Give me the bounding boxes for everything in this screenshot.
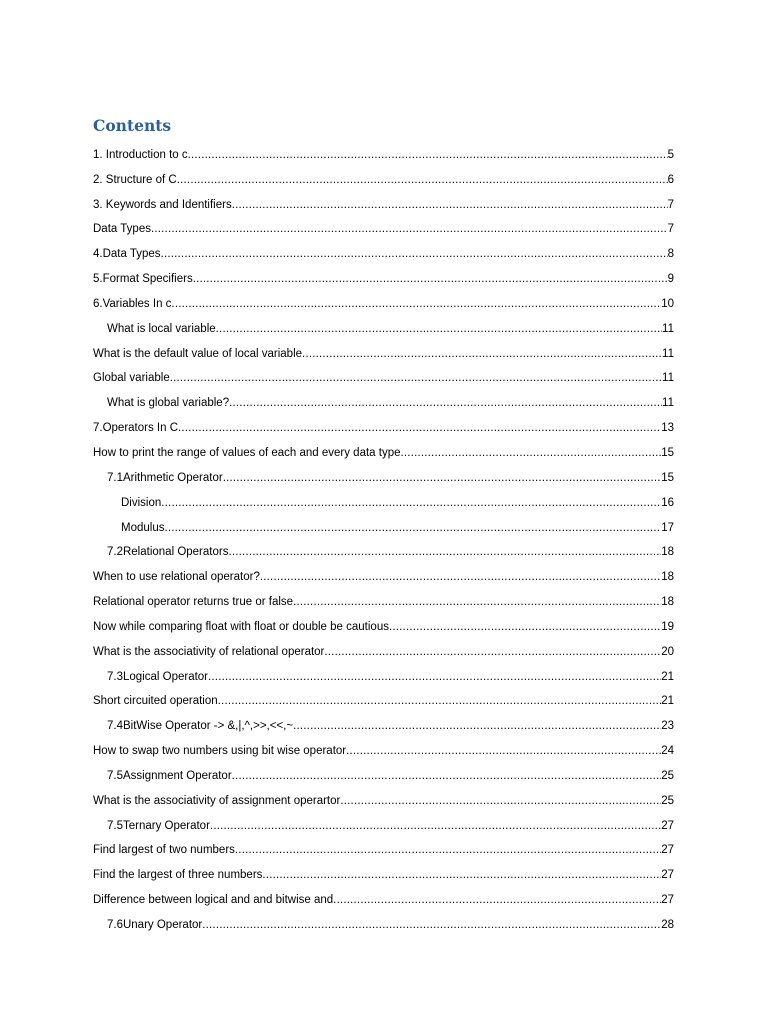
toc-entry[interactable] — [93, 312, 674, 337]
toc-dot-leader — [346, 744, 661, 759]
toc-dot-leader — [228, 545, 661, 560]
toc-entry-title[interactable]: Relational operator returns true or false — [93, 596, 294, 609]
toc-entry-page-number[interactable]: 20 — [661, 645, 674, 658]
toc-entry-page-number[interactable]: 6 — [667, 173, 674, 186]
toc-dot-leader — [293, 719, 661, 734]
toc-entry[interactable] — [93, 237, 674, 262]
table-of-contents — [93, 138, 674, 933]
toc-entry-page-number[interactable]: 19 — [661, 620, 674, 633]
toc-dot-leader — [171, 297, 661, 312]
toc-entry[interactable] — [93, 734, 674, 759]
toc-dot-leader — [262, 868, 661, 883]
toc-entry-title[interactable]: 1. Introduction to c — [93, 148, 188, 161]
toc-entry-title[interactable]: Short circuited operation — [93, 695, 218, 708]
toc-entry-page-number[interactable]: 11 — [662, 347, 674, 360]
toc-entry-page-number[interactable]: 13 — [661, 422, 674, 435]
toc-entry[interactable] — [93, 635, 674, 660]
toc-dot-leader — [151, 222, 668, 237]
toc-dot-leader — [223, 471, 662, 486]
toc-entry-page-number[interactable]: 11 — [662, 397, 674, 410]
toc-entry-page-number[interactable]: 17 — [661, 521, 674, 534]
toc-dot-leader — [210, 819, 661, 834]
toc-dot-leader — [293, 595, 661, 610]
toc-dot-leader — [202, 918, 661, 933]
toc-entry-page-number[interactable]: 21 — [661, 670, 674, 683]
toc-entry-title[interactable]: Global variable — [93, 372, 170, 385]
toc-entry-page-number[interactable]: 18 — [661, 546, 674, 559]
toc-entry-page-number[interactable]: 15 — [661, 471, 674, 484]
toc-entry[interactable] — [93, 784, 674, 809]
toc-entry-title[interactable]: 7.4BitWise Operator -> &,|,^,>>,<<,~ — [107, 720, 294, 733]
toc-dot-leader — [235, 843, 661, 858]
toc-dot-leader — [260, 570, 661, 585]
toc-entry-title[interactable]: 5.Format Specifiers — [93, 273, 193, 286]
toc-entry-title[interactable]: How to print the range of values of each and every data type — [93, 446, 401, 459]
toc-entry-title[interactable]: Find largest of two numbers — [93, 844, 235, 857]
toc-entry-title[interactable]: 4.Data Types — [93, 248, 161, 261]
toc-entry-page-number[interactable]: 15 — [661, 446, 674, 459]
toc-entry[interactable] — [93, 685, 674, 710]
toc-dot-leader — [389, 620, 661, 635]
toc-entry-page-number[interactable]: 16 — [661, 496, 674, 509]
toc-entry[interactable] — [93, 138, 674, 163]
toc-dot-leader — [164, 521, 661, 536]
toc-dot-leader — [161, 496, 661, 511]
toc-dot-leader — [324, 645, 661, 660]
toc-dot-leader — [188, 148, 668, 163]
toc-entry-title[interactable]: 3. Keywords and Identifiers — [93, 198, 232, 211]
toc-entry[interactable] — [93, 386, 674, 411]
toc-dot-leader — [161, 247, 668, 262]
toc-entry[interactable] — [93, 536, 674, 561]
toc-entry-page-number[interactable]: 21 — [661, 695, 674, 708]
toc-entry[interactable] — [93, 337, 674, 362]
toc-dot-leader — [208, 670, 661, 685]
toc-entry[interactable] — [93, 759, 674, 784]
toc-dot-leader — [302, 347, 662, 362]
toc-entry-page-number[interactable]: 7 — [667, 223, 674, 236]
toc-entry[interactable] — [93, 436, 674, 461]
toc-entry-title[interactable]: Difference between logical and and bitwise and — [93, 894, 334, 907]
toc-entry-title[interactable]: What is the associativity of relational operator — [93, 645, 325, 658]
toc-dot-leader — [216, 322, 662, 337]
toc-dot-leader — [333, 893, 661, 908]
toc-entry-title[interactable]: Division — [121, 496, 162, 509]
toc-entry-title[interactable]: When to use relational operator? — [93, 571, 260, 584]
toc-entry-title[interactable]: What is global variable? — [107, 397, 230, 410]
toc-entry-title[interactable]: 7.5Assignment Operator — [107, 769, 232, 782]
toc-entry-page-number[interactable]: 27 — [661, 819, 674, 832]
toc-entry-title[interactable]: How to swap two numbers using bit wise operator — [93, 745, 347, 758]
toc-entry-page-number[interactable]: 18 — [661, 571, 674, 584]
toc-dot-leader — [177, 173, 668, 188]
toc-entry-page-number[interactable]: 23 — [661, 720, 674, 733]
toc-dot-leader — [232, 198, 668, 213]
toc-entry-title[interactable]: 7.1Arithmetic Operator — [107, 471, 223, 484]
toc-entry-page-number[interactable]: 7 — [667, 198, 674, 211]
toc-entry[interactable] — [93, 511, 674, 536]
toc-entry-title[interactable]: 7.3Logical Operator — [107, 670, 209, 683]
toc-entry-page-number[interactable]: 25 — [661, 769, 674, 782]
toc-entry-page-number[interactable]: 24 — [661, 745, 674, 758]
toc-entry-page-number[interactable]: 27 — [661, 844, 674, 857]
toc-entry[interactable] — [93, 660, 674, 685]
toc-entry-page-number[interactable]: 25 — [661, 794, 674, 807]
toc-entry[interactable] — [93, 809, 674, 834]
toc-entry-page-number[interactable]: 27 — [661, 869, 674, 882]
toc-entry-page-number[interactable]: 18 — [661, 596, 674, 609]
toc-entry[interactable] — [93, 585, 674, 610]
toc-entry[interactable] — [93, 486, 674, 511]
toc-entry-page-number[interactable]: 27 — [661, 894, 674, 907]
toc-entry-title[interactable]: 7.2Relational Operators — [107, 546, 229, 559]
toc-dot-leader — [340, 794, 661, 809]
toc-entry[interactable] — [93, 709, 674, 734]
toc-dot-leader — [170, 371, 662, 386]
toc-dot-leader — [193, 272, 668, 287]
toc-entry-page-number[interactable]: 5 — [667, 148, 674, 161]
toc-entry[interactable] — [93, 908, 674, 933]
toc-entry[interactable] — [93, 188, 674, 213]
toc-entry-page-number[interactable]: 9 — [667, 273, 674, 286]
toc-heading: Contents — [93, 116, 172, 135]
toc-entry-page-number[interactable]: 10 — [661, 297, 674, 310]
toc-entry-title[interactable]: Data Types — [93, 223, 151, 236]
toc-entry-title[interactable]: What is the default value of local variable — [93, 347, 303, 360]
toc-entry-title[interactable]: What is the associativity of assignment operartor — [93, 794, 341, 807]
toc-entry-page-number[interactable]: 28 — [661, 919, 674, 931]
toc-entry[interactable] — [93, 858, 674, 883]
toc-entry-title[interactable]: What is local variable — [107, 322, 216, 335]
toc-dot-leader — [229, 396, 662, 411]
toc-dot-leader — [218, 694, 662, 709]
toc-entry[interactable] — [93, 560, 674, 585]
toc-entry-title[interactable]: Find the largest of three numbers — [93, 869, 263, 882]
toc-entry[interactable] — [93, 461, 674, 486]
toc-dot-leader — [178, 421, 661, 436]
toc-entry-page-number[interactable]: 11 — [662, 372, 674, 385]
toc-entry[interactable] — [93, 287, 674, 312]
toc-entry[interactable] — [93, 834, 674, 859]
toc-entry[interactable] — [93, 163, 674, 188]
toc-entry[interactable] — [93, 883, 674, 908]
toc-entry-title[interactable]: 7.5Ternary Operator — [107, 819, 210, 832]
toc-entry-title[interactable]: 7.Operators In C — [93, 422, 179, 435]
toc-entry[interactable] — [93, 262, 674, 287]
toc-entry[interactable] — [93, 213, 674, 238]
toc-dot-leader — [401, 446, 662, 461]
toc-entry-title[interactable]: 6.Variables In c — [93, 297, 172, 310]
toc-entry[interactable] — [93, 610, 674, 635]
toc-dot-leader — [232, 769, 662, 784]
toc-entry[interactable] — [93, 411, 674, 436]
toc-entry-title[interactable]: Now while comparing float with float or double be cautious — [93, 620, 389, 633]
toc-entry[interactable] — [93, 362, 674, 387]
toc-entry-page-number[interactable]: 8 — [667, 248, 674, 261]
toc-entry-title[interactable]: Modulus — [121, 521, 165, 534]
toc-entry-title[interactable]: 2. Structure of C — [93, 173, 177, 186]
toc-entry-page-number[interactable]: 11 — [662, 322, 674, 335]
toc-entry-title[interactable]: 7.6Unary Operator — [107, 919, 203, 931]
